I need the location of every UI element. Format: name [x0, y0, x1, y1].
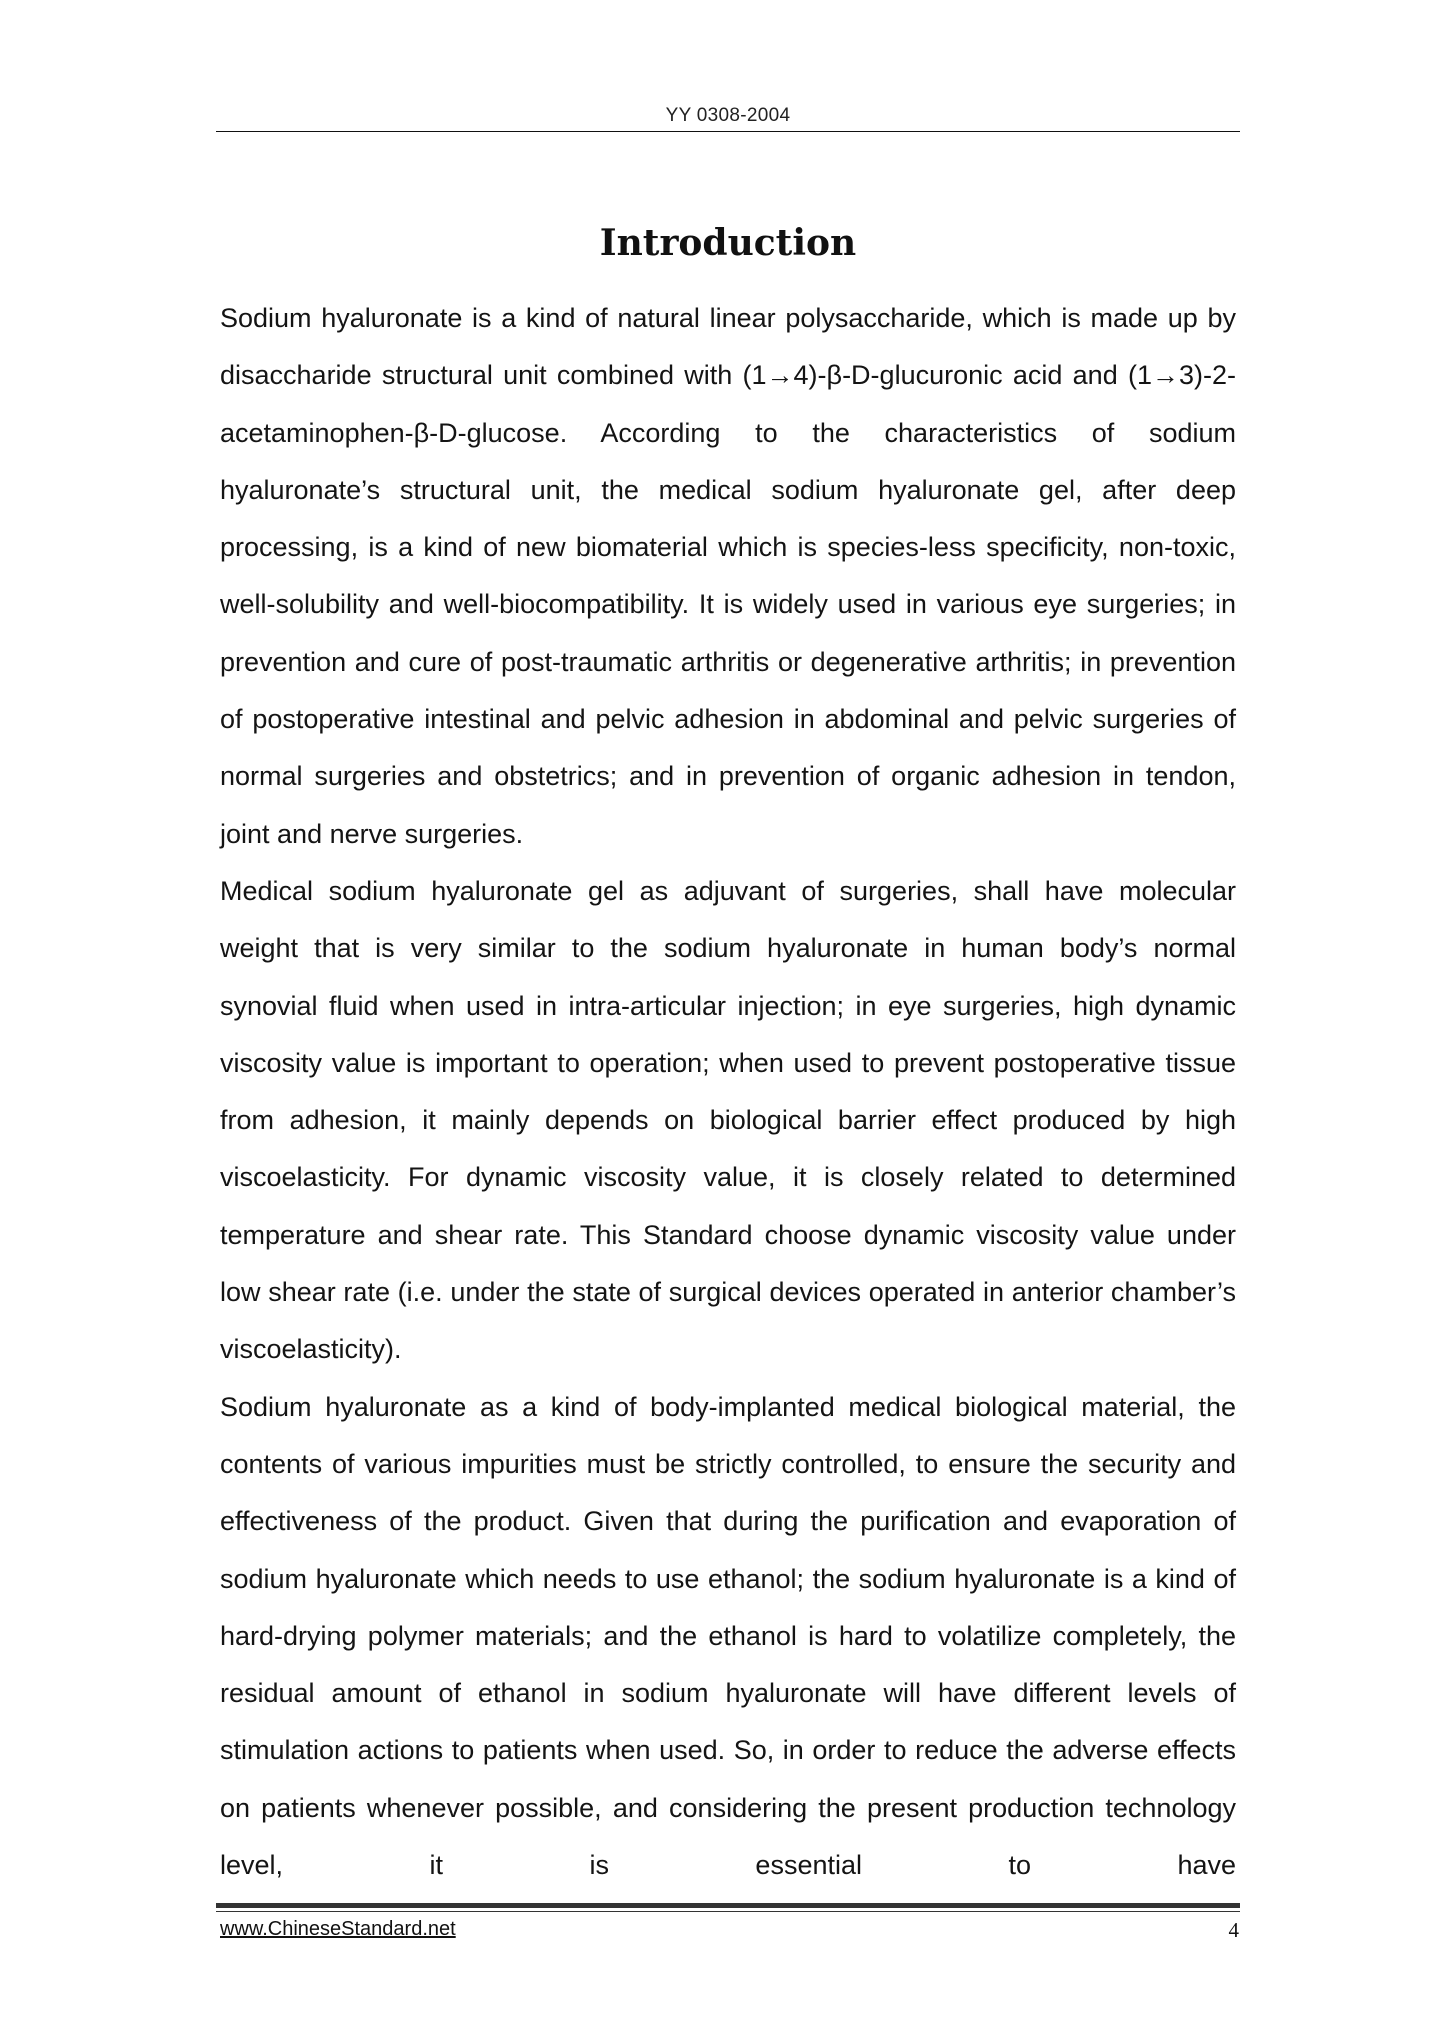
footer-divider-thin — [216, 1911, 1240, 1912]
section-title: Introduction — [599, 222, 857, 264]
paragraph-2: Medical sodium hyaluronate gel as adjuvant of surgeries, shall have molecular weight that is very similar to the sodium hyaluronate in human body’s normal synovial fluid when used in intra-articular injection; in eye surgeries, high dynamic viscosity value is important to operation; when used to prevent postoperative tissue from adhesion, it mainly depends on biological barrier effect produced by high viscoelasticity. For dynamic viscosity value, it is closely related to determined temperature and shear rate. This Standard choose dynamic viscosity value under low shear rate (i.e. under the state of surgical devices operated in anterior chamber’s viscoelasticity). — [220, 875, 1236, 1365]
paragraph-1: Sodium hyaluronate is a kind of natural linear polysaccharide, which is made up by disaccharide structural unit combined with (1→4)-β-D-glucuronic acid and (1→3)-2-acetaminophen-β-D-glucose. According to the characteristics of sodium hyaluronate’s structural unit, the medical sodium hyaluronate gel, after deep processing, is a kind of new biomaterial which is species-less specificity, non-toxic, well-solubility and well-biocompatibility. It is widely used in various eye surgeries; in prevention and cure of post-traumatic arthritis or degenerative arthritis; in prevention of postoperative intestinal and pelvic adhesion in abdominal and pelvic surgeries of normal surgeries and obstetrics; and in prevention of organic adhesion in tendon, joint and nerve surgeries. — [220, 303, 1236, 849]
paragraph-3: Sodium hyaluronate as a kind of body-implanted medical biological material, the contents of various impurities must be strictly controlled, to ensure the security and effectiveness of the product. Given that during the purification and evaporation of sodium hyaluronate which needs to use ethanol; the sodium hyaluronate is a kind of hard-drying polymer materials; and the ethanol is hard to volatilize completely, the residual amount of ethanol in sodium hyaluronate will have different levels of stimulation actions to patients when used. So, in order to reduce the adverse effects on patients whenever possible, and considering the present production technology level, it is essential to have — [220, 1391, 1236, 1881]
header-divider — [216, 131, 1240, 132]
footer-divider-thick — [216, 1903, 1240, 1908]
website-link[interactable]: www.ChineseStandard.net — [220, 1918, 456, 1940]
body-text — [220, 290, 1236, 1894]
page-number: 4 — [1228, 1918, 1239, 1942]
standard-code-header: YY 0308-2004 — [665, 105, 791, 126]
